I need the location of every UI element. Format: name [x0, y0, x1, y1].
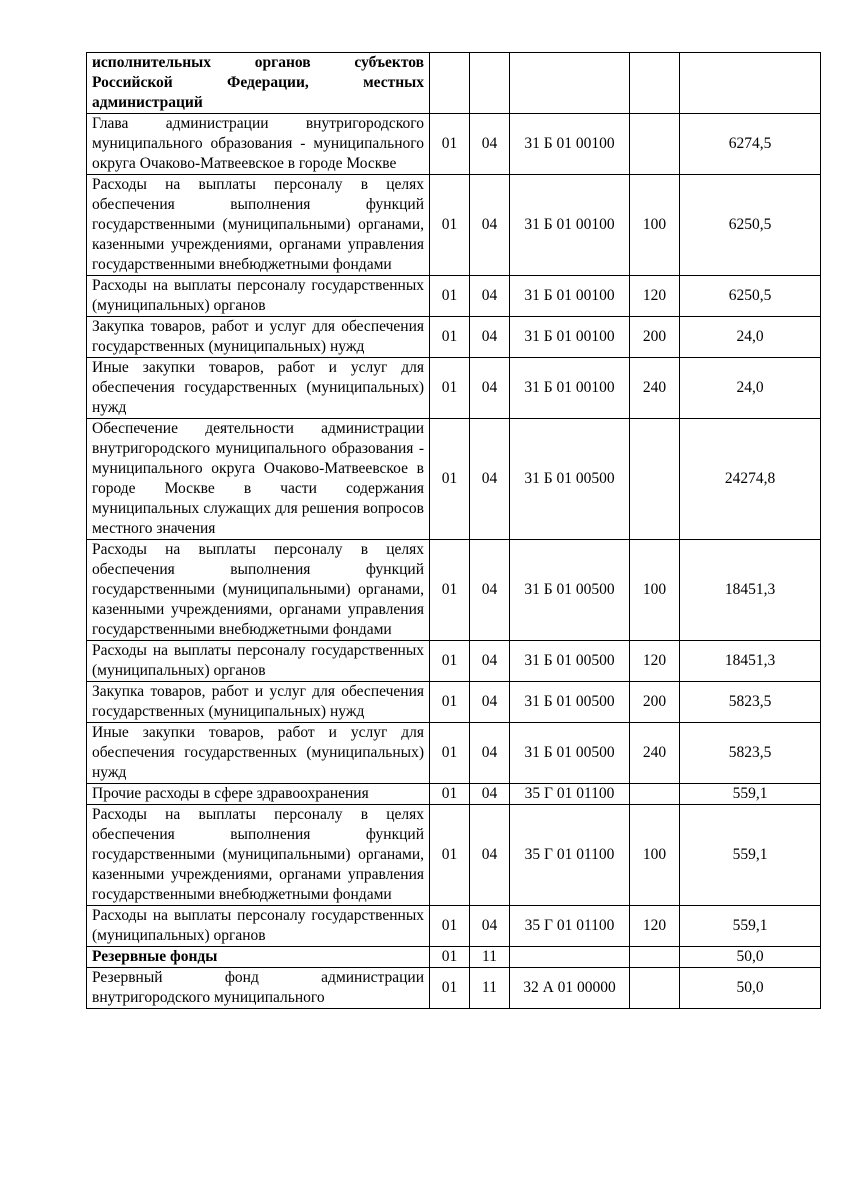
row-name: Резервный фонд администрации внутригородского муниципального: [87, 968, 430, 1009]
table-row: [87, 968, 821, 1009]
row-subsection-code: 04: [470, 276, 510, 317]
row-amount: 18451,3: [680, 540, 821, 641]
row-subsection-code: 04: [470, 540, 510, 641]
table-row: [87, 784, 821, 805]
row-expense-type: 200: [630, 682, 680, 723]
row-section-code: 01: [430, 175, 470, 276]
table-row: [87, 419, 821, 540]
row-target-article: 31 Б 01 00500: [510, 682, 630, 723]
row-subsection-code: 04: [470, 682, 510, 723]
row-expense-type: 200: [630, 317, 680, 358]
row-subsection-code: 04: [470, 784, 510, 805]
row-name: Обеспечение деятельности администрации внутригородского муниципального образования - муниципального округа Очаково-Матвеевское в городе Москве в части содержания муниципальных служащих для решения вопросов местного значения: [87, 419, 430, 540]
row-subsection-code: [470, 53, 510, 114]
row-subsection-code: 04: [470, 317, 510, 358]
row-target-article: 35 Г 01 01100: [510, 784, 630, 805]
row-expense-type: [630, 114, 680, 175]
table-row: [87, 947, 821, 968]
row-target-article: [510, 947, 630, 968]
row-target-article: 31 Б 01 00500: [510, 723, 630, 784]
table-row: [87, 906, 821, 947]
row-subsection-code: 04: [470, 419, 510, 540]
row-expense-type: 100: [630, 175, 680, 276]
row-subsection-code: 04: [470, 358, 510, 419]
row-name: Иные закупки товаров, работ и услуг для обеспечения государственных (муниципальных) нужд: [87, 723, 430, 784]
row-amount: 559,1: [680, 784, 821, 805]
row-amount: 6274,5: [680, 114, 821, 175]
row-amount: [680, 53, 821, 114]
table-row: [87, 682, 821, 723]
row-name: Расходы на выплаты персоналу государственных (муниципальных) органов: [87, 276, 430, 317]
row-subsection-code: 04: [470, 805, 510, 906]
row-target-article: [510, 53, 630, 114]
row-name: Расходы на выплаты персоналу государственных (муниципальных) органов: [87, 906, 430, 947]
row-section-code: 01: [430, 805, 470, 906]
row-amount: 50,0: [680, 968, 821, 1009]
row-section-code: 01: [430, 968, 470, 1009]
row-section-code: 01: [430, 358, 470, 419]
row-expense-type: 100: [630, 805, 680, 906]
row-amount: 24274,8: [680, 419, 821, 540]
row-name: Глава администрации внутригородского муниципального образования - муниципального округа Очаково-Матвеевское в городе Москве: [87, 114, 430, 175]
row-section-code: 01: [430, 641, 470, 682]
row-amount: 5823,5: [680, 682, 821, 723]
row-subsection-code: 04: [470, 641, 510, 682]
table-row: [87, 723, 821, 784]
row-name: Расходы на выплаты персоналу в целях обеспечения выполнения функций государственными (муниципальными) органами, казенными учреждениями, органами управления государственными внебюджетными фондами: [87, 540, 430, 641]
row-amount: 5823,5: [680, 723, 821, 784]
row-section-code: 01: [430, 114, 470, 175]
row-target-article: 31 Б 01 00100: [510, 317, 630, 358]
row-target-article: 32 А 01 00000: [510, 968, 630, 1009]
row-section-code: 01: [430, 947, 470, 968]
row-target-article: 31 Б 01 00500: [510, 419, 630, 540]
row-subsection-code: 11: [470, 968, 510, 1009]
row-amount: 18451,3: [680, 641, 821, 682]
row-expense-type: [630, 53, 680, 114]
row-section-code: 01: [430, 317, 470, 358]
row-target-article: 31 Б 01 00500: [510, 540, 630, 641]
row-name: Прочие расходы в сфере здравоохранения: [87, 784, 430, 805]
table-row: [87, 317, 821, 358]
row-section-code: 01: [430, 784, 470, 805]
row-section-code: 01: [430, 682, 470, 723]
table-row: [87, 175, 821, 276]
row-target-article: 31 Б 01 00100: [510, 175, 630, 276]
row-target-article: 35 Г 01 01100: [510, 906, 630, 947]
row-expense-type: 120: [630, 641, 680, 682]
row-name: Закупка товаров, работ и услуг для обеспечения государственных (муниципальных) нужд: [87, 682, 430, 723]
row-expense-type: 120: [630, 906, 680, 947]
row-name: Резервные фонды: [87, 947, 430, 968]
row-section-code: 01: [430, 276, 470, 317]
row-section-code: 01: [430, 906, 470, 947]
row-amount: 24,0: [680, 358, 821, 419]
row-name: Расходы на выплаты персоналу в целях обеспечения выполнения функций государственными (муниципальными) органами, казенными учреждениями, органами управления государственными внебюджетными фондами: [87, 805, 430, 906]
row-subsection-code: 04: [470, 723, 510, 784]
row-target-article: 31 Б 01 00100: [510, 358, 630, 419]
row-section-code: [430, 53, 470, 114]
table-row: [87, 53, 821, 114]
table-row: [87, 805, 821, 906]
budget-table: [86, 52, 821, 1009]
row-amount: 559,1: [680, 805, 821, 906]
table-row: [87, 641, 821, 682]
row-target-article: 31 Б 01 00100: [510, 276, 630, 317]
row-amount: 50,0: [680, 947, 821, 968]
row-expense-type: [630, 784, 680, 805]
row-target-article: 31 Б 01 00500: [510, 641, 630, 682]
row-name: исполнительных органов субъектов Российской Федерации, местных администраций: [87, 53, 430, 114]
row-amount: 6250,5: [680, 175, 821, 276]
row-subsection-code: 04: [470, 114, 510, 175]
row-amount: 24,0: [680, 317, 821, 358]
table-row: [87, 540, 821, 641]
row-expense-type: 120: [630, 276, 680, 317]
row-subsection-code: 04: [470, 175, 510, 276]
row-target-article: 35 Г 01 01100: [510, 805, 630, 906]
row-name: Закупка товаров, работ и услуг для обеспечения государственных (муниципальных) нужд: [87, 317, 430, 358]
row-expense-type: 240: [630, 358, 680, 419]
row-target-article: 31 Б 01 00100: [510, 114, 630, 175]
row-name: Иные закупки товаров, работ и услуг для обеспечения государственных (муниципальных) нужд: [87, 358, 430, 419]
row-subsection-code: 04: [470, 906, 510, 947]
row-expense-type: 240: [630, 723, 680, 784]
row-name: Расходы на выплаты персоналу государственных (муниципальных) органов: [87, 641, 430, 682]
row-expense-type: [630, 419, 680, 540]
row-name: Расходы на выплаты персоналу в целях обеспечения выполнения функций государственными (муниципальными) органами, казенными учреждениями, органами управления государственными внебюджетными фондами: [87, 175, 430, 276]
row-section-code: 01: [430, 540, 470, 641]
row-amount: 6250,5: [680, 276, 821, 317]
budget-table-body: [87, 53, 821, 1009]
row-subsection-code: 11: [470, 947, 510, 968]
row-expense-type: 100: [630, 540, 680, 641]
table-row: [87, 358, 821, 419]
row-section-code: 01: [430, 419, 470, 540]
row-expense-type: [630, 968, 680, 1009]
row-section-code: 01: [430, 723, 470, 784]
row-amount: 559,1: [680, 906, 821, 947]
table-row: [87, 276, 821, 317]
row-expense-type: [630, 947, 680, 968]
table-row: [87, 114, 821, 175]
